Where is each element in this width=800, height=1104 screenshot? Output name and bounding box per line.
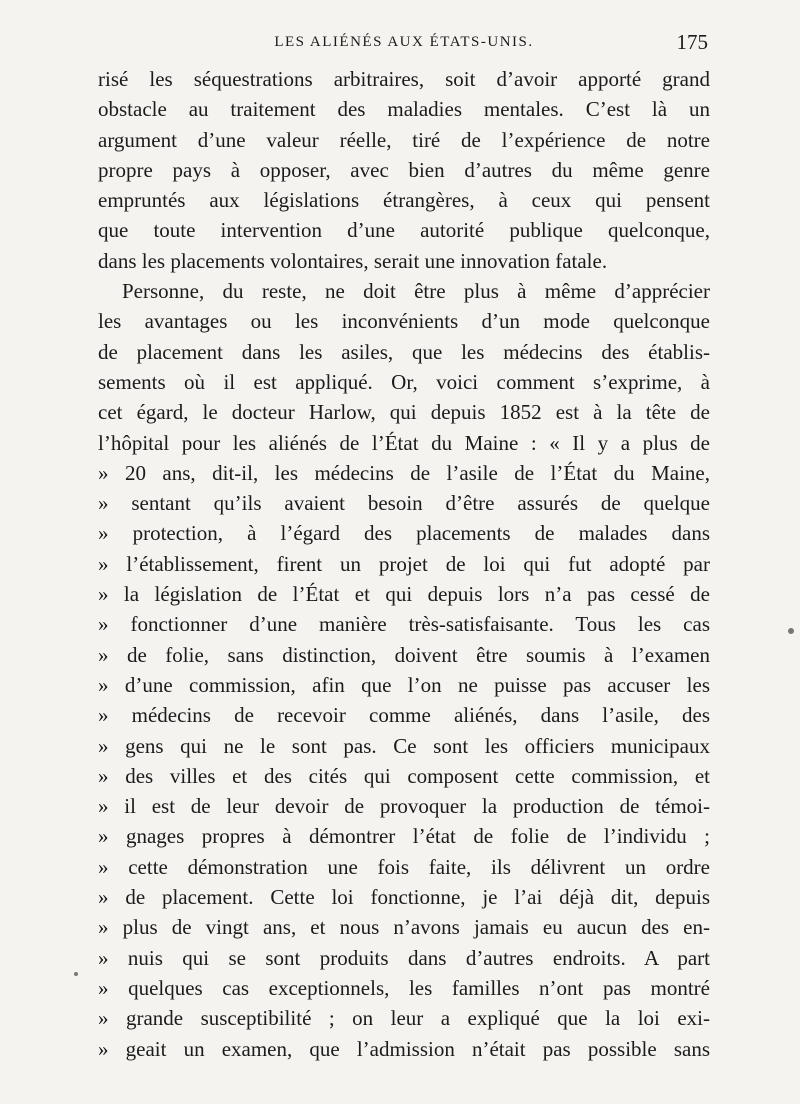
quote-line: » nuis qui se sont produits dans d’autres endroits. A part: [98, 945, 710, 970]
quote-line: » geait un examen, que l’admission n’était pas possible sans: [98, 1036, 710, 1061]
text-line: sements où il est appliqué. Or, voici comment s’exprime, à: [98, 369, 710, 394]
text-line: argument d’une valeur réelle, tiré de l’expérience de notre: [98, 127, 710, 152]
quote-line: » protection, à l’égard des placements de malades dans: [98, 521, 710, 546]
paper-speck: [788, 628, 794, 634]
running-head: LES ALIÉNÉS AUX ÉTATS-UNIS.: [274, 34, 534, 50]
text-line: dans les placements volontaires, serait une innovation fatale.: [98, 248, 608, 273]
quote-line: » grande susceptibilité ; on leur a expliqué que la loi exi-: [98, 1006, 710, 1031]
quote-line: » de folie, sans distinction, doivent être soumis à l’examen: [98, 642, 710, 667]
quote-line: » 20 ans, dit-il, les médecins de l’asile de l’État du Maine,: [98, 460, 710, 485]
quote-line: » il est de leur devoir de provoquer la production de témoi-: [98, 794, 710, 819]
quote-line: » médecins de recevoir comme aliénés, dans l’asile, des: [98, 703, 710, 728]
quote-line: » plus de vingt ans, et nous n’avons jamais eu aucun des en-: [98, 915, 710, 940]
text-line: que toute intervention d’une autorité publique quelconque,: [98, 218, 710, 243]
text-line: obstacle au traitement des maladies mentales. C’est là un: [98, 97, 710, 122]
text-line: de placement dans les asiles, que les médecins des établis-: [98, 339, 710, 364]
text-line: risé les séquestrations arbitraires, soit d’avoir apporté grand: [98, 67, 710, 91]
text-line: cet égard, le docteur Harlow, qui depuis 1852 est à la tête de: [98, 400, 710, 425]
quote-line: » l’établissement, firent un projet de loi qui fut adopté par: [98, 551, 710, 576]
quote-line: » d’une commission, afin que l’on ne puisse pas accuser les: [98, 672, 710, 697]
quote-line: » sentant qu’ils avaient besoin d’être assurés de quelque: [98, 491, 710, 516]
text-line: les avantages ou les inconvénients d’un mode quelconque: [98, 309, 710, 334]
quote-line: » cette démonstration une fois faite, ils délivrent un ordre: [98, 854, 710, 879]
body-text: [98, 64, 710, 1064]
paragraph-first-line: Personne, du reste, ne doit être plus à même d’apprécier: [122, 279, 710, 304]
quote-line: » gnages propres à démontrer l’état de folie de l’individu ;: [98, 824, 710, 849]
page-number: 175: [676, 30, 708, 54]
quote-line: » gens qui ne le sont pas. Ce sont les officiers municipaux: [98, 733, 710, 758]
page-header: [98, 30, 710, 60]
paper-speck: [74, 972, 78, 976]
quote-line: » des villes et des cités qui composent cette commission, et: [98, 763, 710, 788]
quote-line: » de placement. Cette loi fonctionne, je l’ai déjà dit, depuis: [98, 885, 710, 910]
text-line: empruntés aux législations étrangères, à ceux qui pensent: [98, 188, 710, 213]
text-line: propre pays à opposer, avec bien d’autres du même genre: [98, 157, 710, 182]
quote-line: » quelques cas exceptionnels, les familles n’ont pas montré: [98, 975, 710, 1000]
quote-line: » la législation de l’État et qui depuis lors n’a pas cessé de: [98, 582, 710, 607]
text-line: l’hôpital pour les aliénés de l’État du Maine : « Il y a plus de: [98, 430, 710, 455]
quote-line: » fonctionner d’une manière très-satisfaisante. Tous les cas: [98, 612, 710, 637]
